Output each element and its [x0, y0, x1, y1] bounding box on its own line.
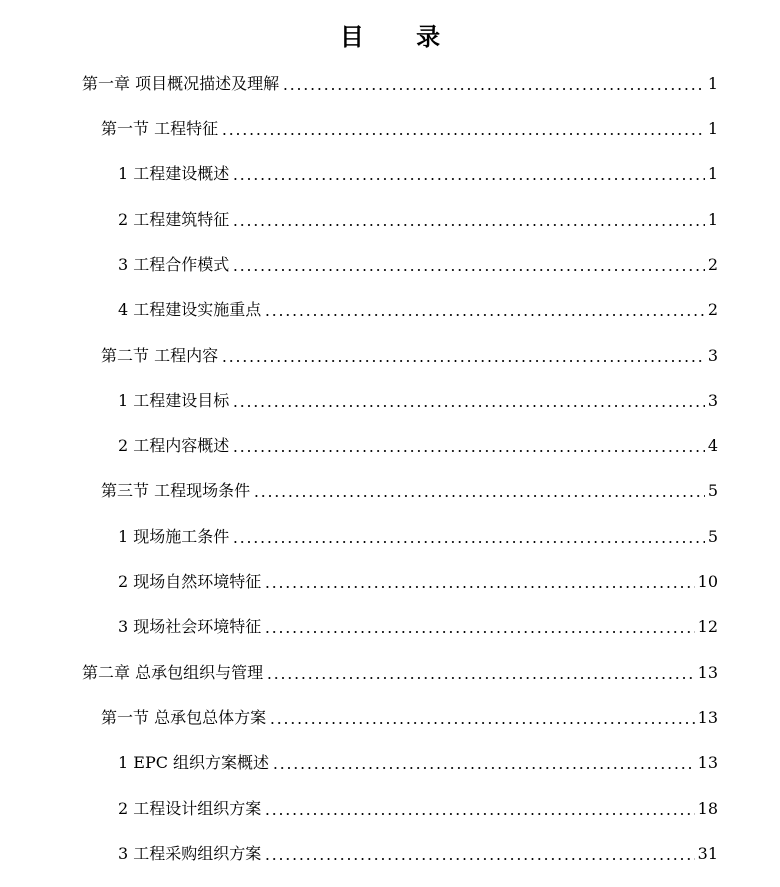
toc-entry-item[interactable] [118, 797, 718, 821]
toc-entry-item[interactable] [118, 842, 718, 866]
toc-entry-item[interactable] [118, 208, 718, 232]
dot-leader [232, 268, 705, 272]
toc-entry-item[interactable] [118, 570, 718, 594]
toc-entry-page: 5 [707, 527, 718, 546]
toc-entry-label: 第一节 工程特征 [101, 119, 219, 138]
dot-leader [272, 766, 695, 770]
toc-entry-page: 12 [697, 617, 718, 636]
toc-entry-label: 2 工程建筑特征 [118, 210, 230, 229]
toc-entry-label: 2 工程内容概述 [118, 436, 230, 455]
toc-entry-label: 3 工程采购组织方案 [118, 844, 262, 863]
dot-leader [253, 494, 705, 498]
toc-entry-label: 第三节 工程现场条件 [101, 481, 251, 500]
toc-entry-item[interactable] [118, 525, 718, 549]
dot-leader [232, 223, 705, 227]
toc-entry-label: 第二章 总承包组织与管理 [82, 663, 264, 682]
toc-entry-page: 10 [697, 572, 718, 591]
toc-entry-label: 第二节 工程内容 [101, 346, 219, 365]
dot-leader [221, 132, 705, 136]
toc-entry-page: 2 [707, 300, 718, 319]
toc-entry-page: 1 [707, 74, 718, 93]
toc-entry-page: 5 [707, 481, 718, 500]
dot-leader [232, 177, 705, 181]
toc-entry-section-2-1[interactable] [101, 706, 718, 730]
toc-entry-label: 3 工程合作模式 [118, 255, 230, 274]
toc-entry-label: 1 工程建设目标 [118, 391, 230, 410]
dot-leader [269, 721, 695, 725]
toc-entry-chapter-2[interactable] [82, 661, 718, 685]
toc-entry-page: 13 [697, 753, 718, 772]
toc-entry-label: 第一节 总承包总体方案 [101, 708, 267, 727]
dot-leader [266, 676, 695, 680]
dot-leader [232, 540, 705, 544]
toc-entry-item[interactable] [118, 253, 718, 277]
dot-leader [232, 404, 705, 408]
toc-entry-page: 18 [697, 799, 718, 818]
toc-title: 目 录 [339, 22, 463, 51]
toc-entry-page: 4 [707, 436, 718, 455]
toc-entry-page: 3 [707, 391, 718, 410]
toc-entry-label: 1 工程建设概述 [118, 164, 230, 183]
toc-entry-chapter-1[interactable] [82, 72, 718, 96]
toc-entry-page: 1 [707, 210, 718, 229]
dot-leader [221, 359, 705, 363]
toc-entry-item[interactable] [118, 751, 718, 775]
toc-entry-label: 2 现场自然环境特征 [118, 572, 262, 591]
toc-entry-item[interactable] [118, 615, 718, 639]
toc-entry-section-1-3[interactable] [101, 479, 718, 503]
dot-leader [264, 630, 694, 634]
toc-entry-page: 31 [697, 844, 718, 863]
dot-leader [232, 449, 705, 453]
toc-entry-item[interactable] [118, 434, 718, 458]
toc-entry-label: 3 现场社会环境特征 [118, 617, 262, 636]
dot-leader [264, 857, 694, 861]
toc-entry-label: 第一章 项目概况描述及理解 [82, 74, 280, 93]
dot-leader [264, 812, 694, 816]
toc-entry-page: 13 [697, 708, 718, 727]
toc-entry-section-1-2[interactable] [101, 344, 718, 368]
dot-leader [264, 313, 705, 317]
toc-entry-label: 2 工程设计组织方案 [118, 799, 262, 818]
toc-entry-page: 13 [697, 663, 718, 682]
toc-entry-item[interactable] [118, 389, 718, 413]
toc-entry-label: 1 现场施工条件 [118, 527, 230, 546]
toc-entry-page: 3 [707, 346, 718, 365]
toc-entry-label: 1 EPC 组织方案概述 [118, 753, 270, 772]
toc-entry-section-1-1[interactable] [101, 117, 718, 141]
toc-entry-label: 4 工程建设实施重点 [118, 300, 262, 319]
toc-entry-page: 2 [707, 255, 718, 274]
dot-leader [264, 585, 694, 589]
dot-leader [282, 87, 705, 91]
toc-entry-item[interactable] [118, 298, 718, 322]
toc-entry-item[interactable] [118, 162, 718, 186]
toc-entry-page: 1 [707, 164, 718, 183]
toc-entry-page: 1 [707, 119, 718, 138]
